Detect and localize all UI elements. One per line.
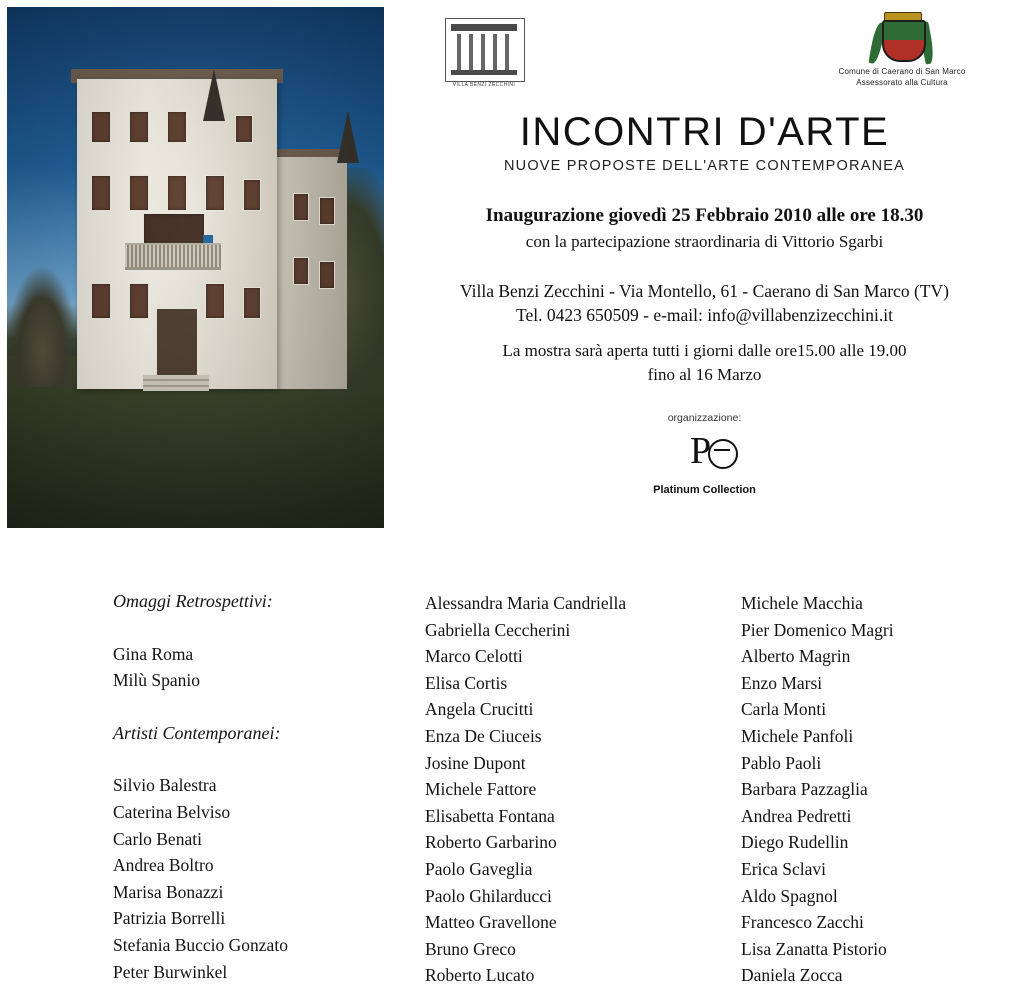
photo-window	[129, 111, 149, 143]
villa-benzi-zecchini-logo	[445, 18, 523, 98]
artist-name: Josine Dupont	[425, 752, 526, 773]
artist-name: Matteo Gravellone	[425, 912, 557, 933]
artist-name: Paolo Gaveglia	[425, 858, 533, 879]
villa-photograph	[7, 7, 384, 528]
photo-entrance-door	[155, 307, 199, 381]
logo-bar	[714, 449, 730, 451]
artist-name: Stefania Buccio Gonzato	[113, 934, 288, 955]
photo-window	[129, 175, 149, 211]
artists-column-3	[741, 590, 1017, 989]
poster-title: INCONTRI D'ARTE	[519, 110, 890, 154]
photo-window	[205, 283, 225, 319]
artist-name: Elisabetta Fontana	[425, 805, 555, 826]
crest-line-comune: Comune di Caerano di San Marco	[838, 67, 966, 76]
logo-letter-c	[708, 439, 738, 469]
logo-column	[457, 34, 461, 70]
photo-tree-left	[7, 267, 77, 387]
artist-name: Andrea Pedretti	[741, 805, 852, 826]
crest-shield-body	[882, 20, 926, 62]
heading-omaggi-retrospettivi: Omaggi Retrospettivi:	[113, 591, 273, 611]
poster-text-column	[392, 0, 1017, 528]
artist-name: Bruno Greco	[425, 938, 516, 959]
artist-name: Patrizia Borrelli	[113, 908, 226, 929]
closing-date: fino al 16 Marzo	[647, 365, 762, 384]
photo-window	[129, 283, 149, 319]
artist-name: Enzo Marsi	[741, 672, 823, 693]
artist-name: Caterina Belviso	[113, 801, 231, 822]
artist-name: Gabriella Ceccherini	[425, 619, 571, 640]
photo-window	[293, 193, 309, 221]
logo-column	[505, 34, 509, 70]
artist-name: Lisa Zanatta Pistorio	[741, 938, 887, 959]
artist-name: Paolo Ghilarducci	[425, 885, 552, 906]
artist-name: Roberto Garbarino	[425, 832, 557, 853]
coat-of-arms-icon	[879, 12, 925, 66]
photo-window	[319, 261, 335, 289]
photo-window	[243, 179, 261, 211]
opening-hours: La mostra sarà aperta tutti i giorni dalle ore15.00 alle 19.00	[502, 341, 907, 360]
photo-balcony	[125, 243, 221, 270]
logo-column	[481, 34, 485, 70]
artist-name: Daniela Zocca	[741, 965, 843, 986]
artist-name: Michele Fattore	[425, 779, 537, 800]
artist-name: Roberto Lucato	[425, 965, 535, 986]
photo-window	[167, 175, 187, 211]
photo-entrance-steps	[143, 375, 209, 391]
artists-column-1	[113, 588, 413, 985]
photo-window	[235, 115, 253, 143]
photo-villa-wing	[275, 157, 347, 389]
villa-logo-caption: VILLA BENZI ZECCHINI	[452, 82, 516, 88]
artist-name: Alberto Magrin	[741, 646, 851, 667]
photo-turret-right	[337, 111, 359, 163]
artist-name: Milù Spanio	[113, 670, 201, 691]
comune-crest	[807, 12, 997, 88]
artist-name: Carla Monti	[741, 699, 827, 720]
logo-column	[493, 34, 497, 70]
artist-name: Marco Celotti	[425, 646, 523, 667]
venue-contact: Tel. 0423 650509 - e-mail: info@villabenzizecchini.it	[516, 305, 893, 325]
artist-name: Angela Crucitti	[425, 699, 534, 720]
artists-section	[0, 528, 1017, 1000]
heading-artisti-contemporanei: Artisti Contemporanei:	[113, 722, 281, 743]
organization-name: Platinum Collection	[653, 484, 756, 496]
photo-window	[167, 111, 187, 143]
artist-name: Enza De Ciuceis	[425, 725, 542, 746]
artists-column-2	[425, 590, 725, 989]
photo-window	[91, 111, 111, 143]
special-guest: con la partecipazione straordinaria di Vittorio Sgarbi	[525, 232, 884, 251]
artist-name: Silvio Balestra	[113, 775, 217, 796]
logo-roof	[451, 24, 517, 31]
artist-name: Carlo Benati	[113, 828, 202, 849]
venue-address: Villa Benzi Zecchini - Via Montello, 61 - Caerano di San Marco (TV)	[460, 281, 949, 301]
artist-name: Pier Domenico Magri	[741, 619, 894, 640]
artist-name: Andrea Boltro	[113, 855, 214, 876]
logo-base	[451, 70, 517, 75]
photo-turret-left	[203, 69, 225, 121]
artist-name: Peter Burwinkel	[113, 961, 228, 982]
artist-name: Alessandra Maria Candriella	[425, 593, 627, 613]
artist-name: Marisa Bonazzi	[113, 881, 224, 902]
logo-letter-p: P	[690, 430, 712, 472]
logo-column	[469, 34, 473, 70]
photo-window	[91, 283, 111, 319]
artist-name: Francesco Zacchi	[741, 912, 864, 933]
artist-name: Michele Panfoli	[741, 725, 854, 746]
opening-date: Inaugurazione giovedì 25 Febbraio 2010 alle ore 18.30	[485, 205, 924, 226]
artist-name: Elisa Cortis	[425, 672, 508, 693]
photo-window	[319, 197, 335, 225]
artist-name: Barbara Pazzaglia	[741, 779, 868, 800]
crest-line-assessorato: Assessorato alla Cultura	[856, 78, 948, 87]
artist-name: Erica Sclavi	[741, 858, 827, 879]
photo-window	[205, 175, 225, 211]
platinum-collection-logo-icon	[688, 430, 740, 478]
poster-subtitle: NUOVE PROPOSTE DELL'ARTE CONTEMPORANEA	[503, 158, 905, 174]
photo-window	[293, 257, 309, 285]
artist-name: Gina Roma	[113, 643, 194, 664]
artist-name: Michele Macchia	[741, 593, 863, 613]
artist-name: Diego Rudellin	[741, 832, 849, 853]
artist-name: Pablo Paoli	[741, 752, 822, 773]
photo-window	[91, 175, 111, 211]
artist-name: Aldo Spagnol	[741, 885, 838, 906]
organization-label: organizzazione:	[667, 412, 742, 424]
photo-window	[243, 287, 261, 319]
